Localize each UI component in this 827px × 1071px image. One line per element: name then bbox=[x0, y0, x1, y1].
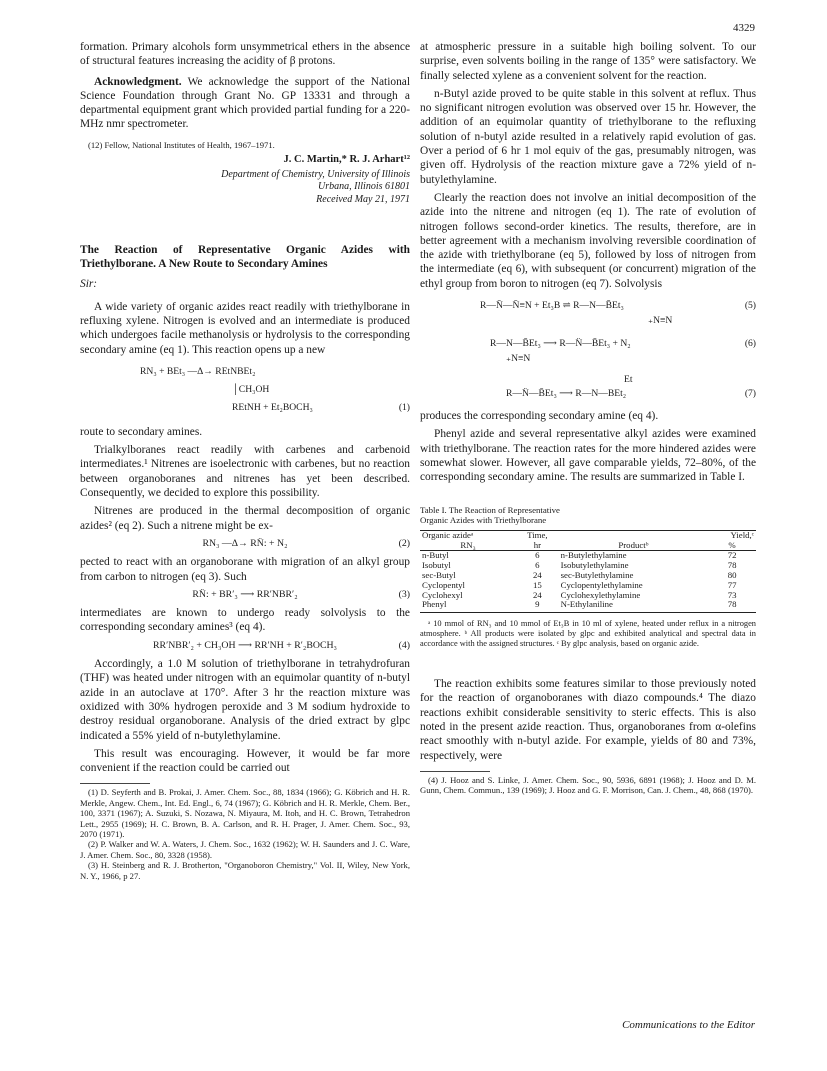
cell-yield: 72 bbox=[727, 550, 737, 561]
authors: J. C. Martin,* R. J. Arhart¹² bbox=[283, 154, 410, 166]
footnote-12-text: (12) Fellow, National Institutes of Health, 1967–1971. bbox=[88, 139, 275, 150]
col-header-yield: Yield,ᶜ bbox=[708, 530, 756, 540]
equation-7-number: (7) bbox=[744, 388, 756, 400]
reference-4: (4) J. Hooz and S. Linke, J. Amer. Chem. Soc., 90, 5936, 6891 (1968); J. Hooz and D. M. Gunn, Chem. Commun., 139 (1969); J. Hooz and G. F. Morrison, Can. J. Chem., 48, 868 (1970). bbox=[420, 774, 756, 796]
equation-5 bbox=[420, 297, 756, 329]
paragraph-r1: at atmospheric pressure in a suitable high boiling solvent. To our surprise, even solvents boiling in the range of 135° were satisfactory. We finally selected xylene as a convenient solvent for the reaction. bbox=[420, 41, 756, 82]
journal-section-footer: Communications to the Editor bbox=[622, 1019, 755, 1031]
reference-3: (3) H. Steinberg and R. J. Brotherton, "Organoboron Chemistry," Vol. II, Wiley, New York, N. Y., 1966, p 27. bbox=[80, 860, 410, 881]
paragraph-r4: produces the corresponding secondary amine (eq 4). bbox=[420, 410, 659, 423]
acknowledgment bbox=[80, 75, 410, 132]
cell-product: N-Ethylaniline bbox=[559, 600, 709, 612]
paragraph-8: This result was encouraging. However, it would be far more convenient if the reaction could be carried out bbox=[80, 747, 410, 775]
affiliation-line-1: Department of Chemistry, University of Illinois bbox=[221, 168, 410, 180]
cell-product: Cyclohexylethylamine bbox=[560, 589, 641, 600]
cell-time: 24 bbox=[532, 589, 542, 600]
cell-yield: 73 bbox=[727, 589, 737, 600]
cell-yield: 77 bbox=[727, 579, 737, 590]
equation-3 bbox=[80, 588, 410, 602]
affiliation-line-2: Urbana, Illinois 61801 bbox=[318, 181, 410, 193]
signature-block bbox=[80, 154, 410, 206]
col-header-time: Time, bbox=[516, 530, 559, 540]
paragraph-2: route to secondary amines. bbox=[80, 425, 203, 438]
cell-time: 6 bbox=[535, 550, 540, 561]
cell-yield: 78 bbox=[708, 600, 756, 612]
cell-product: n-Butylethylamine bbox=[560, 550, 627, 561]
reference-1: (1) D. Seyferth and B. Prokai, J. Amer. Chem. Soc., 88, 1834 (1966); G. Köbrich and H. R. Merkle, Angew. Chem., Int. Ed. Engl., 6, 74 (1967); G. Köbrich and H. R. Merkle, Chem. Ber., 100, 3371 (1967); A. Suzuki, S. Nozawa, N. Miyaura, M. Itoh, and H. C. Brown, Tetrahedron Lett., 2955 (1969); H. C. Brown, B. A. Carlson, and R. H. Prager, J. Amer. Chem. Soc., 93, 2070 (1971). bbox=[80, 787, 410, 840]
equation-4-number: (4) bbox=[398, 639, 410, 651]
left-column bbox=[80, 40, 410, 881]
equation-3-text: RN̈: + BR′₃ ⟶ RR′NBR′₂ bbox=[192, 588, 298, 600]
equation-1-line-2: │CH₃OH bbox=[232, 383, 270, 395]
equation-2-text: RN₃ —Δ→ RN̈: + N₂ bbox=[202, 537, 288, 549]
equation-6 bbox=[420, 335, 756, 367]
equation-1 bbox=[80, 363, 410, 419]
paragraph-r2: n-Butyl azide proved to be quite stable in this solvent at reflux. Thus no significant nitrogen evolution was observed over 15 hr. However, the addition of an equimolar quantity of triethylborane to the refluxing solution of n-butyl azide resulted in a relatively rapid evolution of gas. Over a period of 6 hr 1 mol equiv of the gas, presumably nitrogen, was given off. Hydrolysis of the reaction mixture gave a 72% yield of n-butylethylamine. bbox=[420, 87, 756, 186]
equation-7-text: R—N̈—B̄Et₃ ⟶ R—N—BEt₂ bbox=[506, 388, 627, 400]
cell-azide: sec-Butyl bbox=[422, 569, 456, 580]
footnote-12 bbox=[80, 140, 410, 150]
references-left bbox=[80, 787, 410, 881]
equation-5-number: (5) bbox=[744, 300, 756, 312]
cell-azide: Cyclohexyl bbox=[422, 589, 463, 600]
cell-yield: 78 bbox=[727, 560, 737, 571]
col-header-azide-sub: RN₃ bbox=[420, 541, 516, 551]
cell-azide: Isobutyl bbox=[422, 560, 451, 571]
equation-3-number: (3) bbox=[398, 588, 410, 600]
reference-2: (2) P. Walker and W. A. Waters, J. Chem. Soc., 1632 (1962); W. H. Saunders and J. C. Ware, J. Amer. Chem. Soc., 80, 3328 (1958). bbox=[80, 839, 410, 860]
paragraph-4: Nitrenes are produced in the thermal decomposition of organic azides² (eq 2). Such a nitrene might be ex- bbox=[80, 505, 410, 532]
equation-6-number: (6) bbox=[744, 338, 756, 350]
table-caption-line-2: Organic Azides with Triethylborane bbox=[420, 515, 547, 526]
table-caption bbox=[420, 505, 756, 526]
paragraph-5: pected to react with an organoborane with migration of an alkyl group from carbon to nitrogen (eq 3). Such bbox=[80, 556, 410, 583]
right-column bbox=[420, 40, 756, 796]
salutation: Sir: bbox=[80, 278, 98, 291]
equation-1-number: (1) bbox=[398, 401, 410, 413]
col-header-product-spacer bbox=[559, 530, 709, 540]
equation-6-text: R—N—B̄Et₃ ⟶ R—N̈—B̄Et₃ + N₂ bbox=[490, 338, 631, 350]
cell-product: Cyclopentylethylamine bbox=[560, 579, 643, 590]
col-header-time-sub: hr bbox=[516, 541, 559, 551]
cell-azide: Cyclopentyl bbox=[422, 579, 466, 590]
cell-azide: Phenyl bbox=[420, 600, 516, 612]
page-number: 4329 bbox=[733, 22, 755, 34]
equation-6-sub: ₊N≡N bbox=[506, 353, 531, 365]
paragraph-3: Trialkylboranes react readily with carbenes and carbenoid intermediates.¹ Nitrenes are isoelectronic with carbenes, but no reaction between organoboranes and nitrenes has yet been described. Consequently, we decided to explore this possibility. bbox=[80, 444, 410, 500]
acknowledgment-body: We acknowledge the support of the National Science Foundation through Grant No. GP 13331 and through a departmental equipment grant which provided partial funding for a 220-MHz nmr spectrometer. bbox=[80, 75, 410, 131]
equation-5-sub: ₊N≡N bbox=[648, 315, 673, 327]
cell-time: 15 bbox=[532, 579, 542, 590]
received-date: Received May 21, 1971 bbox=[316, 193, 410, 205]
equation-5-text: R—N̄—N̄≡N + Et₃B ⇌ R—N—B̄Et₃ bbox=[480, 300, 624, 312]
cell-time: 24 bbox=[532, 569, 542, 580]
equation-1-line-3: REtNH + Et₂BOCH₃ bbox=[232, 401, 313, 413]
equation-2-number: (2) bbox=[398, 537, 410, 549]
paragraph-r3: Clearly the reaction does not involve an initial decomposition of the azide into the nitrene and nitrogen (eq 1). The rate of evolution of nitrogen follows second-order kinetics. The results, therefore, are in better agreement with a mechanism involving reversible coordination of the azide with triethylborane (eq 5), followed by loss of nitrogen from the intermediate (eq 6), with subsequent (or concurrent) migration of the ethyl group from boron to nitrogen (eq 7). Solvolysis bbox=[420, 191, 756, 290]
results-table bbox=[420, 530, 756, 613]
cell-time: 9 bbox=[516, 600, 559, 612]
equation-2 bbox=[80, 537, 410, 551]
paragraph-formation: formation. Primary alcohols form unsymmetrical ethers in the absence of structural features increasing the acidity of β protons. bbox=[80, 41, 410, 68]
table-row bbox=[420, 600, 756, 612]
cell-product: sec-Butylethylamine bbox=[560, 569, 634, 580]
paragraph-7: Accordingly, a 1.0 M solution of triethylborane in tetrahydrofuran (THF) was heated under nitrogen with an equimolar quantity of n-butyl azide in an autoclave at 170°. After 3 hr the reaction mixture was oxidized with 30% hydrogen peroxide and 3 M sodium hydroxide to destroy residual organoborane. Analysis of the dried extract by glpc indicated a 55% yield of n-butylethylamine. bbox=[80, 658, 410, 742]
paragraph-1: A wide variety of organic azides react readily with triethylborane in refluxing xylene. Nitrogen is evolved and an intermediate is produced which undergoes facile methanolysis or hydrolysis to the corresponding secondary amine (eq 1). This reaction opens up a new bbox=[80, 300, 410, 356]
col-header-azide: Organic azideᵃ bbox=[420, 530, 516, 540]
cell-product: Isobutylethylamine bbox=[560, 560, 629, 571]
cell-azide: n-Butyl bbox=[422, 550, 449, 561]
col-header-product: Productᵇ bbox=[559, 541, 709, 551]
paragraph-6: intermediates are known to undergo ready solvolysis to the corresponding secondary amines³ (eq 4). bbox=[80, 607, 410, 634]
cell-time: 6 bbox=[535, 560, 540, 571]
equation-4 bbox=[80, 639, 410, 653]
equation-7 bbox=[420, 373, 756, 403]
references-right bbox=[420, 775, 756, 796]
equation-7-top: Et bbox=[624, 374, 633, 386]
table-caption-line-1: Table I. The Reaction of Representative bbox=[420, 504, 560, 515]
footnote-divider bbox=[80, 783, 150, 784]
col-header-yield-sub: % bbox=[708, 541, 756, 551]
equation-4-text: RR′NBR′₂ + CH₃OH ⟶ RR′NH + R′₂BOCH₃ bbox=[153, 639, 337, 651]
equation-1-line-1: RN₃ + BEt₃ —Δ→ REtNBEt₂ bbox=[140, 365, 256, 377]
article-title: The Reaction of Representative Organic Azides with Triethylborane. A New Route to Secondary Amines bbox=[80, 244, 410, 270]
cell-yield: 80 bbox=[727, 569, 737, 580]
footnote-divider-right bbox=[420, 771, 490, 772]
paragraph-r5: Phenyl azide and several representative alkyl azides were examined with triethylborane. The reaction rates for the more hindered azides were somewhat slower. However, all gave comparable yields, 72–80%, of the corresponding secondary amine. The results are summarized in Table I. bbox=[420, 428, 756, 484]
acknowledgment-heading: Acknowledgment. bbox=[94, 75, 182, 88]
table-footnote: ᵃ 10 mmol of RN₃ and 10 mmol of Et₃B in 10 ml of xylene, heated under reflux in a nitrogen atmosphere. ᵇ All products were isolated by glpc and exhibited analytical and spectral data in accordance with the assigned structures. ᶜ By glpc analysis, based on organic azide. bbox=[420, 619, 756, 649]
paragraph-r6: The reaction exhibits some features similar to those previously noted for the reaction of organoboranes with diazo compounds.⁴ The diazo reactions exhibit considerable sensitivity to steric effects. This is also noted in the present azide reaction. Thus, organoboranes from α-olefins react smoothly with n-butyl azide. For example, yields of 80 and 73%, respectively, were bbox=[420, 678, 756, 762]
